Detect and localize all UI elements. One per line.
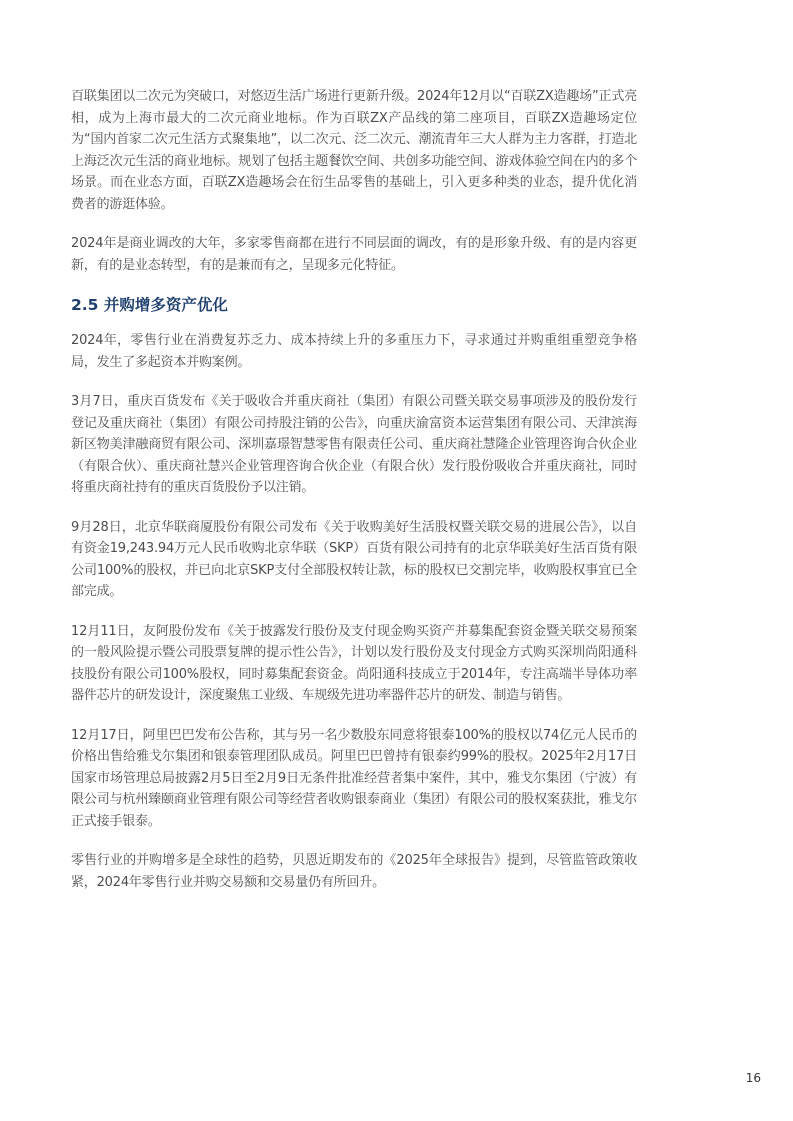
paragraph: 零售行业的并购增多是全球性的趋势，贝恩近期发布的《2025年全球报告》提到，尽管监管政策收紧，2024年零售行业并购交易额和交易量仍有所回升。 [71, 853, 637, 890]
paragraph: 百联集团以二次元为突破口，对悠迈生活广场进行更新升级。2024年12月以“百联ZX造趣场”正式亮相，成为上海市最大的二次元商业地标。作为百联ZX产品线的第二座项目，百联ZX造趣场定位为“国内首家二次元生活方式聚集地”，以二次元、泛二次元、潮流青年三大人群为主力客群，打造北上海泛次元生活的商业地标。规划了包括主题餐饮空间、共创多功能空间、游戏体验空间在内的多个场景。而在业态方面，百联ZX造趣场会在衍生品零售的基础上，引入更多种类的业态，提升优化消费者的游逛体验。 [71, 89, 637, 212]
paragraph: 12月17日，阿里巴巴发布公告称，其与另一名少数股东同意将银泰100%的股权以74亿元人民币的价格出售给雅戈尔集团和银泰管理团队成员。阿里巴巴曾持有银泰约99%的股权。2025年2月17日国家市场管理总局披露2月5日至2月9日无条件批准经营者集中案件，其中，雅戈尔集团（宁波）有限公司与杭州臻颐商业管理有限公司等经营者收购银泰商业（集团）有限公司的股权案获批，雅戈尔正式接手银泰。 [71, 727, 637, 829]
document-body [71, 86, 637, 911]
paragraph: 9月28日，北京华联商厦股份有限公司发布《关于收购美好生活股权暨关联交易的进展公告》，以自有资金19,243.94万元人民币收购北京华联（SKP）百货有限公司持有的北京华联美好生活百货有限公司100%的股权，并已向北京SKP支付全部股权转让款，标的股权已交割完毕，收购股权事宜已全部完成。 [71, 519, 637, 599]
section-heading: 2.5 并购增多资产优化 [71, 296, 228, 314]
paragraph: 3月7日，重庆百货发布《关于吸收合并重庆商社（集团）有限公司暨关联交易事项涉及的股份发行登记及重庆商社（集团）有限公司持股注销的公告》，向重庆渝富资本运营集团有限公司、天津滨海新区物美津融商贸有限公司、深圳嘉璟智慧零售有限责任公司、重庆商社慧隆企业管理咨询合伙企业（有限合伙）、重庆商社慧兴企业管理咨询合伙企业（有限合伙）发行股份吸收合并重庆商社，同时将重庆商社持有的重庆百货股份予以注销。 [71, 394, 637, 495]
paragraph: 2024年是商业调改的大年，多家零售商都在进行不同层面的调改，有的是形象升级、有的是内容更新，有的是业态转型，有的是兼而有之，呈现多元化特征。 [71, 236, 637, 273]
page-number: 16 [745, 1071, 761, 1085]
paragraph: 12月11日，友阿股份发布《关于披露发行股份及支付现金购买资产并募集配套资金暨关联交易预案的一般风险提示暨公司股票复牌的提示性公告》，计划以发行股份及支付现金方式购买深圳尚阳通科技股份有限公司100%股权，同时募集配套资金。尚阳通科技成立于2014年，专注高端半导体功率器件芯片的研发设计，深度聚焦工业级、车规级先进功率器件芯片的研发、制造与销售。 [71, 623, 637, 703]
paragraph: 2024年，零售行业在消费复苏乏力、成本持续上升的多重压力下，寻求通过并购重组重塑竞争格局，发生了多起资本并购案例。 [71, 333, 637, 370]
